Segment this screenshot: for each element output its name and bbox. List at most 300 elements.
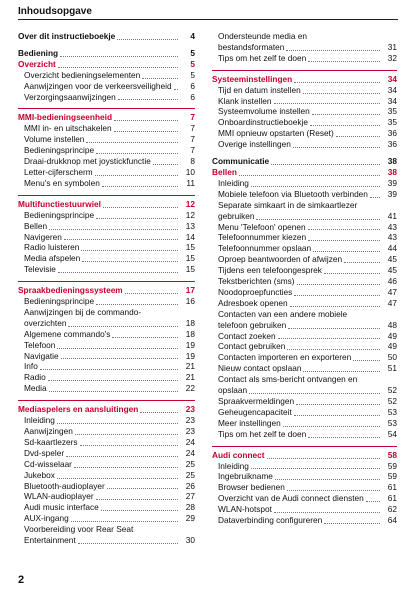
dot-leader bbox=[249, 393, 380, 394]
toc-entry[interactable] bbox=[18, 253, 195, 264]
toc-entry-page: 7 bbox=[190, 134, 195, 145]
dot-leader bbox=[60, 56, 178, 57]
toc-entry-title: Telefoon bbox=[24, 339, 56, 350]
toc-entry[interactable] bbox=[212, 287, 397, 298]
toc-entry[interactable] bbox=[212, 504, 397, 515]
toc-entry[interactable] bbox=[18, 524, 195, 546]
dot-leader bbox=[278, 338, 380, 339]
dot-leader bbox=[74, 467, 178, 468]
toc-entry[interactable] bbox=[212, 243, 397, 254]
toc-entry-page: 62 bbox=[387, 504, 397, 515]
toc-entry[interactable] bbox=[212, 374, 397, 396]
toc-entry[interactable] bbox=[18, 31, 195, 42]
toc-entry[interactable] bbox=[18, 178, 195, 189]
toc-entry-title: Aanwijzingen bij de commando- bbox=[24, 307, 195, 318]
toc-entry-page: 13 bbox=[185, 220, 195, 231]
toc-entry[interactable] bbox=[212, 450, 397, 461]
dot-leader bbox=[112, 337, 178, 338]
toc-entry[interactable] bbox=[212, 407, 397, 418]
dot-leader bbox=[95, 175, 178, 176]
dot-leader bbox=[308, 437, 380, 438]
toc-entry-title: Menu's en symbolen bbox=[24, 177, 100, 188]
dot-leader bbox=[303, 93, 380, 94]
toc-entry-page: 34 bbox=[387, 84, 397, 95]
toc-entry-page: 52 bbox=[387, 385, 397, 396]
toc-entry-title: Audi connect bbox=[212, 449, 265, 460]
toc-entry-title: Contact zoeken bbox=[218, 330, 276, 341]
toc-entry[interactable] bbox=[18, 232, 195, 243]
toc-entry-title: Klank instellen bbox=[218, 95, 272, 106]
toc-entry[interactable] bbox=[18, 351, 195, 362]
toc-entry-title: WLAN-audioplayer bbox=[24, 491, 94, 502]
toc-entry-page: 7 bbox=[190, 145, 195, 156]
toc-entry-title: Spraakbedieningssysteem bbox=[18, 285, 123, 296]
toc-entry[interactable] bbox=[212, 254, 397, 265]
page-number: 2 bbox=[18, 574, 25, 586]
toc-entry-page: 23 bbox=[185, 404, 195, 415]
toc-entry-title: MMI opnieuw opstarten (Reset) bbox=[218, 128, 334, 139]
toc-entry-title: Ingebruikname bbox=[218, 471, 273, 482]
toc-entry-title: gebruiken bbox=[218, 210, 255, 221]
toc-entry-page: 12 bbox=[185, 198, 195, 209]
toc-entry-title: Menu 'Telefoon' openen bbox=[218, 221, 306, 232]
section-divider bbox=[212, 70, 397, 71]
toc-entry-page: 61 bbox=[387, 493, 397, 504]
toc-entry-title: Inleiding bbox=[24, 415, 55, 426]
toc-entry-page: 24 bbox=[185, 447, 195, 458]
toc-entry[interactable] bbox=[18, 372, 195, 383]
toc-entry-title: Noodoproepfuncties bbox=[218, 286, 293, 297]
toc-entry[interactable] bbox=[18, 513, 195, 524]
toc-entry[interactable] bbox=[212, 85, 397, 96]
toc-entry[interactable] bbox=[18, 491, 195, 502]
toc-entry[interactable] bbox=[18, 210, 195, 221]
section-divider bbox=[18, 108, 195, 109]
toc-entry-page: 5 bbox=[190, 69, 195, 80]
toc-entry-title: Overige instellingen bbox=[218, 139, 291, 150]
dot-leader bbox=[336, 136, 380, 137]
toc-entry-page: 47 bbox=[387, 286, 397, 297]
dot-leader bbox=[58, 272, 178, 273]
toc-entry[interactable] bbox=[18, 264, 195, 275]
toc-entry-page: 61 bbox=[387, 482, 397, 493]
toc-entry[interactable] bbox=[212, 363, 397, 374]
toc-entry[interactable] bbox=[18, 92, 195, 103]
dot-leader bbox=[297, 284, 380, 285]
section-divider bbox=[212, 446, 397, 447]
toc-entry-page: 14 bbox=[185, 231, 195, 242]
toc-entry-title: Media afspelen bbox=[24, 253, 81, 264]
toc-entry-page: 58 bbox=[387, 449, 397, 460]
toc-entry[interactable] bbox=[212, 31, 397, 53]
dot-leader bbox=[344, 262, 380, 263]
toc-entry-page: 7 bbox=[190, 112, 195, 123]
toc-entry-title: Adresboek openen bbox=[218, 297, 288, 308]
toc-entry[interactable] bbox=[212, 396, 397, 407]
toc-entry-page: 48 bbox=[387, 319, 397, 330]
toc-entry[interactable] bbox=[18, 340, 195, 351]
toc-entry-page: 36 bbox=[387, 128, 397, 139]
toc-entry-title: Over dit instructieboekje bbox=[18, 31, 116, 41]
toc-entry[interactable] bbox=[212, 298, 397, 309]
dot-leader bbox=[58, 67, 178, 68]
dot-leader bbox=[324, 523, 380, 524]
dot-leader bbox=[102, 186, 178, 187]
toc-entry-title: Multifunctiestuurwiel bbox=[18, 198, 101, 209]
toc-entry[interactable] bbox=[212, 265, 397, 276]
dot-leader bbox=[274, 103, 380, 104]
dot-leader bbox=[75, 434, 178, 435]
toc-entry-title: Volume instellen bbox=[24, 134, 85, 145]
dot-leader bbox=[101, 510, 178, 511]
toc-entry[interactable] bbox=[212, 341, 397, 352]
dot-leader bbox=[290, 306, 380, 307]
toc-entry[interactable] bbox=[212, 139, 397, 150]
dot-leader bbox=[49, 391, 178, 392]
toc-entry-page: 5 bbox=[190, 58, 195, 69]
toc-entry-title: Bluetooth-audioplayer bbox=[24, 480, 105, 491]
toc-entry[interactable] bbox=[212, 128, 397, 139]
toc-entry-page: 6 bbox=[190, 80, 195, 91]
toc-entry-page: 41 bbox=[387, 210, 397, 221]
toc-entry-page: 51 bbox=[387, 363, 397, 374]
toc-entry-title: Ondersteunde media en bbox=[218, 31, 397, 42]
toc-entry-title: Cd-wisselaar bbox=[24, 458, 72, 469]
toc-entry-page: 47 bbox=[387, 297, 397, 308]
dot-leader bbox=[288, 328, 380, 329]
toc-entry-page: 36 bbox=[387, 139, 397, 150]
toc-entry-page: 43 bbox=[387, 232, 397, 243]
toc-entry-title: Communicatie bbox=[212, 156, 270, 167]
toc-entry[interactable] bbox=[212, 53, 397, 64]
toc-entry[interactable] bbox=[212, 200, 397, 222]
toc-entry-title: Onboardinstructieboekje bbox=[218, 117, 308, 128]
dot-leader bbox=[96, 499, 178, 500]
toc-entry-title: Separate simkaart in de simkaartlezer bbox=[218, 200, 397, 211]
toc-entry[interactable] bbox=[212, 493, 397, 504]
dot-leader bbox=[125, 293, 178, 294]
toc-entry[interactable] bbox=[212, 461, 397, 472]
toc-entry-page: 22 bbox=[185, 383, 195, 394]
toc-entry-page: 44 bbox=[387, 243, 397, 254]
toc-entry-title: bestandsformaten bbox=[218, 41, 285, 52]
toc-entry-page: 38 bbox=[387, 156, 397, 167]
toc-entry-page: 59 bbox=[387, 460, 397, 471]
toc-entry-title: Inleiding bbox=[218, 460, 249, 471]
toc-entry-page: 21 bbox=[185, 361, 195, 372]
dot-leader bbox=[294, 82, 380, 83]
toc-entry-title: Jukebox bbox=[24, 469, 55, 480]
toc-entry-title: Meer instellingen bbox=[218, 417, 281, 428]
dot-leader bbox=[153, 164, 178, 165]
toc-entry[interactable] bbox=[18, 285, 195, 296]
dot-leader bbox=[324, 273, 380, 274]
dot-leader bbox=[274, 512, 380, 513]
toc-entry-title: Overzicht van de Audi connect diensten bbox=[218, 493, 364, 504]
dot-leader bbox=[275, 479, 380, 480]
toc-entry-title: Aanwijzingen bbox=[24, 426, 73, 436]
toc-entry-page: 25 bbox=[185, 458, 195, 469]
toc-entry-title: Entertainment bbox=[24, 535, 76, 546]
toc-entry[interactable] bbox=[212, 96, 397, 107]
toc-entry-page: 50 bbox=[387, 352, 397, 363]
toc-entry-page: 6 bbox=[190, 91, 195, 102]
dot-leader bbox=[251, 186, 380, 187]
toc-entry[interactable] bbox=[212, 74, 397, 85]
dot-leader bbox=[294, 295, 380, 296]
toc-entry[interactable] bbox=[18, 307, 195, 329]
toc-entry[interactable] bbox=[212, 352, 397, 363]
dot-leader bbox=[78, 543, 178, 544]
toc-entry-title: Navigeren bbox=[24, 231, 62, 242]
dot-leader bbox=[293, 147, 380, 148]
toc-entry-page: 49 bbox=[387, 341, 397, 352]
dot-leader bbox=[251, 468, 380, 469]
toc-entry-page: 64 bbox=[387, 515, 397, 526]
toc-entry[interactable] bbox=[18, 459, 195, 470]
toc-entry[interactable] bbox=[18, 296, 195, 307]
dot-leader bbox=[103, 207, 178, 208]
toc-left-column bbox=[18, 31, 195, 546]
toc-entry-title: Dataverbinding configureren bbox=[218, 515, 323, 526]
toc-entry-page: 32 bbox=[387, 52, 397, 63]
toc-entry-page: 30 bbox=[185, 535, 195, 546]
toc-entry-title: Bedieningsprincipe bbox=[24, 145, 95, 156]
toc-entry-page: 7 bbox=[190, 123, 195, 134]
toc-entry-title: Tips om het zelf te doen bbox=[218, 52, 307, 63]
section-divider bbox=[18, 281, 195, 282]
toc-entry-page: 18 bbox=[185, 328, 195, 339]
dot-leader bbox=[286, 50, 380, 51]
toc-entry-page: 38 bbox=[387, 166, 397, 177]
dot-leader bbox=[66, 456, 178, 457]
toc-entry-page: 46 bbox=[387, 276, 397, 287]
toc-entry[interactable] bbox=[18, 426, 195, 437]
toc-entry-title: MMI in- en uitschakelen bbox=[24, 123, 112, 134]
toc-entry-title: Spraakvermeldingen bbox=[218, 396, 295, 406]
toc-entry[interactable] bbox=[18, 383, 195, 394]
toc-entry-title: Media bbox=[24, 383, 47, 394]
dot-leader bbox=[287, 490, 380, 491]
toc-entry-title: Televisie bbox=[24, 264, 56, 275]
dot-leader bbox=[71, 521, 178, 522]
dot-leader bbox=[96, 153, 178, 154]
toc-entry-page: 53 bbox=[387, 417, 397, 428]
toc-entry-page: 23 bbox=[185, 415, 195, 426]
toc-entry-page: 4 bbox=[190, 31, 195, 41]
toc-entry-title: Tijdens een telefoongesprek bbox=[218, 265, 322, 276]
toc-entry-title: telefoon gebruiken bbox=[218, 319, 287, 330]
dot-leader bbox=[256, 219, 380, 220]
toc-entry-title: Mobiele telefoon via Bluetooth verbinden bbox=[218, 188, 368, 199]
toc-entry[interactable] bbox=[212, 156, 397, 167]
toc-entry-title: Tips om het zelf te doen bbox=[218, 428, 307, 439]
toc-entry[interactable] bbox=[18, 156, 195, 167]
toc-entry[interactable] bbox=[18, 48, 195, 59]
toc-entry[interactable] bbox=[18, 112, 195, 123]
toc-entry-title: MMI-bedieningseenheid bbox=[18, 112, 113, 123]
toc-entry[interactable] bbox=[18, 242, 195, 253]
toc-entry[interactable] bbox=[212, 106, 397, 117]
page-header-title: Inhoudsopgave bbox=[18, 6, 92, 17]
toc-entry[interactable] bbox=[212, 178, 397, 189]
toc-entry-title: AUX-ingang bbox=[24, 513, 69, 524]
dot-leader bbox=[283, 426, 380, 427]
toc-entry[interactable] bbox=[212, 309, 397, 331]
toc-entry-page: 45 bbox=[387, 254, 397, 265]
toc-entry[interactable] bbox=[18, 329, 195, 340]
toc-entry-page: 25 bbox=[185, 469, 195, 480]
toc-entry-title: opslaan bbox=[218, 385, 248, 396]
toc-entry-title: Tekstberichten (sms) bbox=[218, 276, 295, 287]
dot-leader bbox=[353, 360, 380, 361]
toc-entry-title: Aanwijzingen voor de verkeersveiligheid bbox=[24, 80, 172, 91]
toc-entry-page: 10 bbox=[185, 166, 195, 177]
toc-entry-title: WLAN-hotspot bbox=[218, 504, 272, 515]
toc-entry[interactable] bbox=[18, 59, 195, 70]
dot-leader bbox=[61, 358, 178, 359]
toc-entry-title: Algemene commando's bbox=[24, 328, 111, 339]
toc-entry-page: 15 bbox=[185, 242, 195, 253]
toc-entry-title: Systeemvolume instellen bbox=[218, 106, 310, 117]
toc-entry[interactable] bbox=[18, 415, 195, 426]
toc-entry[interactable] bbox=[18, 470, 195, 481]
toc-entry[interactable] bbox=[18, 81, 195, 92]
toc-entry[interactable] bbox=[212, 222, 397, 233]
toc-entry[interactable] bbox=[18, 361, 195, 372]
toc-entry[interactable] bbox=[18, 145, 195, 156]
toc-entry[interactable] bbox=[212, 232, 397, 243]
dot-leader bbox=[40, 369, 178, 370]
toc-entry[interactable] bbox=[212, 167, 397, 178]
dot-leader bbox=[117, 39, 178, 40]
toc-entry[interactable] bbox=[18, 123, 195, 134]
toc-entry-title: Bedieningsprincipe bbox=[24, 296, 95, 307]
toc-entry-page: 12 bbox=[185, 209, 195, 220]
toc-entry-page: 35 bbox=[387, 106, 397, 117]
dot-leader bbox=[308, 229, 380, 230]
toc-entry-title: Geheugencapaciteit bbox=[218, 406, 292, 417]
toc-entry-title: Contact gebruiken bbox=[218, 341, 286, 352]
header-divider bbox=[18, 19, 398, 20]
section-divider bbox=[18, 400, 195, 401]
dot-leader bbox=[294, 415, 380, 416]
toc-entry-title: Verzorgingsaanwijzingen bbox=[24, 91, 116, 102]
toc-entry-page: 15 bbox=[185, 253, 195, 264]
dot-leader bbox=[366, 501, 380, 502]
toc-entry-title: Telefoonnummer kiezen bbox=[218, 232, 307, 243]
dot-leader bbox=[313, 251, 380, 252]
toc-entry[interactable] bbox=[18, 481, 195, 492]
toc-entry-page: 24 bbox=[185, 436, 195, 447]
dot-leader bbox=[303, 371, 380, 372]
toc-entry-title: Inleiding bbox=[218, 177, 249, 188]
toc-entry-title: Browser bedienen bbox=[218, 482, 285, 493]
dot-leader bbox=[142, 78, 178, 79]
toc-entry-title: Bedieningsprincipe bbox=[24, 209, 95, 220]
section-divider bbox=[18, 195, 195, 196]
toc-entry-title: Systeeminstellingen bbox=[212, 73, 293, 84]
toc-entry-page: 17 bbox=[185, 285, 195, 296]
toc-entry[interactable] bbox=[212, 331, 397, 342]
toc-entry[interactable] bbox=[18, 502, 195, 513]
toc-entry-page: 34 bbox=[387, 95, 397, 106]
toc-entry[interactable] bbox=[18, 437, 195, 448]
toc-entry[interactable] bbox=[18, 134, 195, 145]
toc-entry-title: Audi music interface bbox=[24, 502, 99, 513]
toc-entry-page: 34 bbox=[387, 73, 397, 84]
toc-entry-page: 8 bbox=[190, 156, 195, 167]
toc-entry[interactable] bbox=[18, 404, 195, 415]
dot-leader bbox=[118, 99, 178, 100]
dot-leader bbox=[308, 240, 380, 241]
dot-leader bbox=[57, 348, 178, 349]
toc-entry-page: 59 bbox=[387, 471, 397, 482]
toc-entry-page: 39 bbox=[387, 177, 397, 188]
toc-entry[interactable] bbox=[212, 471, 397, 482]
toc-entry[interactable] bbox=[212, 189, 397, 200]
toc-entry-page: 54 bbox=[387, 428, 397, 439]
dot-leader bbox=[57, 478, 178, 479]
toc-entry-page: 31 bbox=[387, 41, 397, 52]
dot-leader bbox=[68, 326, 178, 327]
toc-right-column bbox=[212, 31, 397, 526]
toc-entry-title: Contacten van een andere mobiele bbox=[218, 309, 397, 320]
dot-leader bbox=[82, 261, 178, 262]
toc-entry[interactable] bbox=[212, 418, 397, 429]
dot-leader bbox=[96, 304, 178, 305]
toc-entry[interactable] bbox=[18, 167, 195, 178]
toc-entry[interactable] bbox=[18, 199, 195, 210]
toc-entry-page: 35 bbox=[387, 117, 397, 128]
toc-entry-page: 43 bbox=[387, 221, 397, 232]
toc-entry[interactable] bbox=[18, 448, 195, 459]
toc-entry-page: 5 bbox=[190, 47, 195, 58]
toc-entry-title: Navigatie bbox=[24, 350, 59, 361]
toc-entry-title: Bellen bbox=[212, 166, 237, 177]
toc-entry[interactable] bbox=[18, 221, 195, 232]
toc-entry-page: 45 bbox=[387, 265, 397, 276]
toc-entry[interactable] bbox=[212, 429, 397, 440]
toc-entry-title: Tijd en datum instellen bbox=[218, 84, 301, 95]
dot-leader bbox=[310, 125, 380, 126]
toc-entry[interactable] bbox=[18, 70, 195, 81]
toc-entry-title: Radio bbox=[24, 372, 46, 383]
toc-entry-page: 15 bbox=[185, 264, 195, 275]
dot-leader bbox=[296, 404, 380, 405]
toc-entry[interactable] bbox=[212, 482, 397, 493]
toc-entry-page: 26 bbox=[185, 480, 195, 491]
toc-entry-page: 21 bbox=[185, 372, 195, 383]
dot-leader bbox=[81, 250, 178, 251]
toc-entry[interactable] bbox=[212, 276, 397, 287]
dot-leader bbox=[64, 239, 178, 240]
toc-entry[interactable] bbox=[212, 515, 397, 526]
dot-leader bbox=[80, 445, 179, 446]
toc-entry-page: 23 bbox=[185, 426, 195, 436]
toc-entry-title: Oproep beantwoorden of afwijzen bbox=[218, 254, 343, 265]
toc-entry-page: 53 bbox=[387, 406, 397, 417]
toc-entry-page: 18 bbox=[185, 317, 195, 328]
toc-entry[interactable] bbox=[212, 117, 397, 128]
toc-entry-title: Bediening bbox=[18, 47, 59, 58]
toc-entry-title: Overzicht bedieningselementen bbox=[24, 69, 141, 80]
toc-entry-title: Draai-drukknop met joystickfunctie bbox=[24, 156, 151, 167]
toc-entry-title: Nieuw contact opslaan bbox=[218, 363, 302, 374]
toc-entry-title: Letter-cijferscherm bbox=[24, 166, 93, 177]
toc-entry-page: 49 bbox=[387, 330, 397, 341]
dot-leader bbox=[267, 458, 380, 459]
